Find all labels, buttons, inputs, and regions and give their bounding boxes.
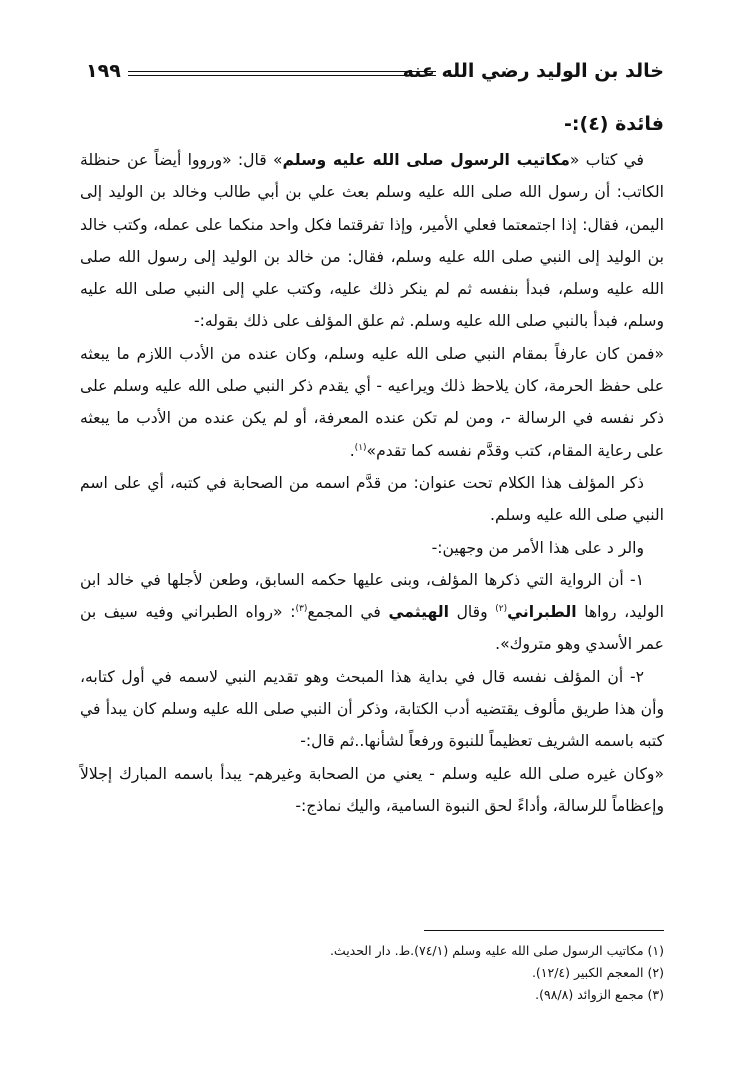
paragraph-6-point-2: ٢- أن المؤلف نفسه قال في بداية هذا المبحث وهو تقديم النبي لاسمه في أول كتابه، وأن هذا طريق مألوف يقتضيه أدب الكتابة، وذكر أن النبي صلى الله عليه وسلم كان يبدأ في كتبه باسمه الشريف تعظيماً للنبوة ورفعاً لشأنها..ثم قال:- <box>80 667 664 751</box>
name-haythami: الهيثمي <box>388 603 449 622</box>
paragraph-5-point-1: ١- أن الرواية التي ذكرها المؤلف، وبنى عليها حكمه السابق، وطعن لأجلها في خالد ابن الوليد، رواها الطبراني$^{(٢)}$ وقال الهيثمي في المجمع$^{(٣)}$: «رواه الطبراني وفيه سيف بن عمر الأسدي وهو متروك». <box>80 570 664 654</box>
running-title: خالد بن الوليد رضي الله عنه <box>402 60 664 82</box>
footnote-3: (٣) مجمع الزوائد (٩٨/٨). <box>535 987 664 1002</box>
name-tabarani: الطبراني <box>507 603 577 622</box>
running-header <box>86 60 664 90</box>
paragraph-1: في كتاب «مكاتيب الرسول صلى الله عليه وسلم» قال: «ورووا أيضاً عن حنظلة الكاتب: أن رسول الله صلى الله عليه وسلم بعث علي بن أبي طالب وخالد بن الوليد إلى اليمن، فقال: إذا اجتمعتما فعلي الأمير، وإذا تفرقتما فكل واحد منكما على عمله، وكتب خالد بن الوليد إلى النبي صلى الله عليه وسلم، فقال: من خالد بن الوليد إلى رسول الله صلى الله عليه وسلم، فبدأ بنفسه ثم لم ينكر ذلك عليه، وكتب علي إلى النبي صلى الله عليه وسلم، فبدأ بالنبي صلى الله عليه وسلم. ثم علق المؤلف على ذلك بقوله:- <box>80 151 664 331</box>
paragraph-2-quote: «فمن كان عارفاً بمقام النبي صلى الله عليه وسلم، وكان عنده من الأدب اللازم ما يبعثه على حفظ الحرمة، كان يلاحظ ذلك ويراعيه - أي يقدم ذكر النبي صلى الله عليه وسلم على ذكر نفسه في الرسالة -، ومن لم تكن عنده المعرفة، أو لم يكن عنده من الأدب ما يبعثه على رعاية المقام، كتب وقدَّم نفسه كما تقدم»$^{(١)}$. <box>80 344 664 460</box>
footnote-ref-2: (٢) <box>495 603 508 614</box>
book-title: مكاتيب الرسول صلى الله عليه وسلم <box>282 151 570 169</box>
footnote-separator <box>424 930 664 931</box>
main-text <box>80 104 664 822</box>
footnote-1: (١) مكاتيب الرسول صلى الله عليه وسلم (٧٤/١).ط. دار الحديث. <box>329 943 664 958</box>
footnote-ref-1: (١) <box>354 442 367 453</box>
footnote-2: (٢) المعجم الكبير (١٢/٤). <box>531 965 664 980</box>
paragraph-4: والر د على هذا الأمر من وجهين:- <box>431 538 644 557</box>
page-number: ١٩٩ <box>86 60 121 82</box>
paragraph-3: ذكر المؤلف هذا الكلام تحت عنوان: من قدَّم اسمه من الصحابة في كتبه، أي على اسم النبي صلى الله عليه وسلم. <box>80 473 664 525</box>
header-double-rule <box>128 71 436 76</box>
paragraph-7-quote: «وكان غيره صلى الله عليه وسلم - يعني من الصحابة وغيرهم- يبدأ باسمه المبارك إجلالاً وإعظاماً للرسالة، وأداءً لحق النبوة السامية، واليك نماذج:- <box>80 764 664 815</box>
footnote-ref-3: (٣) <box>295 603 308 614</box>
section-heading: فائدة (٤):- <box>564 113 664 135</box>
footnotes <box>86 940 664 1006</box>
